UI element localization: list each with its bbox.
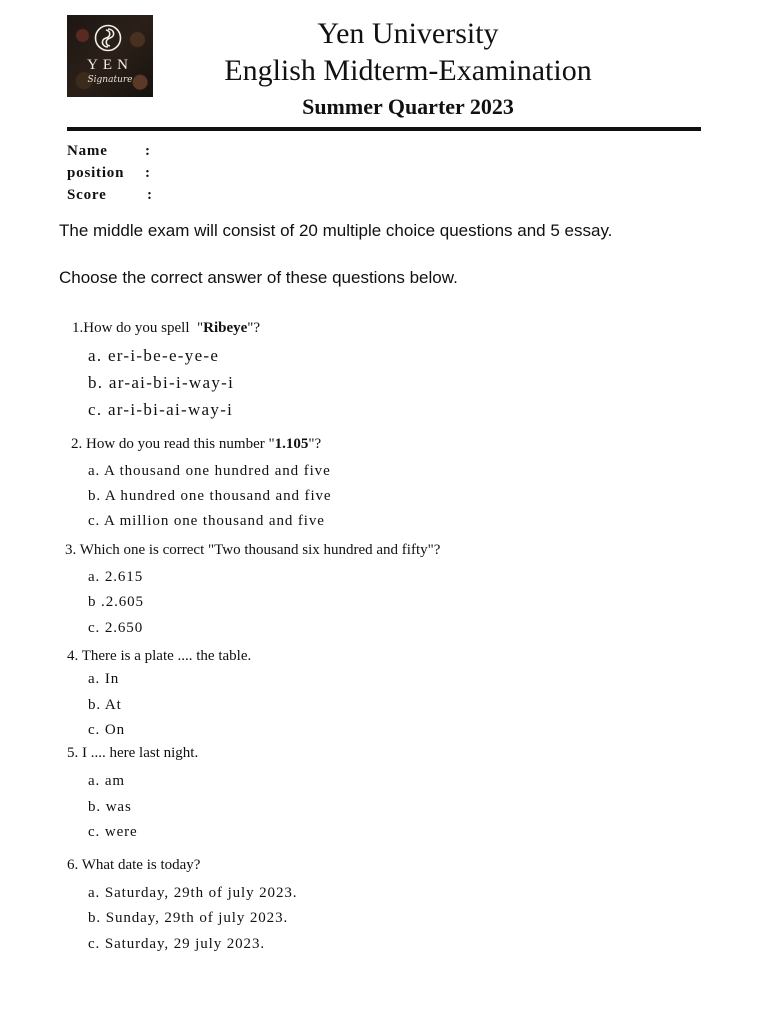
university-title: Yen University bbox=[317, 17, 499, 50]
question-keyword: 1.105 bbox=[274, 436, 309, 452]
position-field bbox=[67, 165, 151, 182]
field-colon: : bbox=[145, 165, 151, 181]
option-5a: a. am bbox=[88, 773, 125, 789]
exam-title: English Midterm-Examination bbox=[224, 54, 592, 87]
option-1c: c. ar-i-bi-ai-way-i bbox=[88, 400, 234, 419]
option-3b: b .2.605 bbox=[88, 594, 144, 610]
question-6 bbox=[67, 857, 200, 874]
question-number: 2. bbox=[71, 436, 83, 452]
question-text: How do you read this number " bbox=[82, 436, 275, 452]
question-text: I .... here last night. bbox=[78, 745, 199, 761]
question-text-end: "? bbox=[247, 320, 261, 336]
option-6a: a. Saturday, 29th of july 2023. bbox=[88, 885, 298, 901]
score-field bbox=[67, 187, 153, 204]
field-label: Score bbox=[67, 187, 107, 203]
question-text: How do you spell " bbox=[83, 320, 204, 336]
option-2a: a. A thousand one hundred and five bbox=[88, 463, 331, 479]
logo-brand-text: YEN bbox=[87, 57, 133, 73]
question-number: 5. bbox=[67, 745, 79, 761]
option-1a: a. er-i-be-e-ye-e bbox=[88, 346, 220, 365]
instruction-text: Choose the correct answer of these questions below. bbox=[59, 268, 458, 287]
question-1 bbox=[72, 320, 260, 337]
option-6c: c. Saturday, 29 july 2023. bbox=[88, 936, 265, 952]
option-3a: a. 2.615 bbox=[88, 569, 144, 585]
exam-description: The middle exam will consist of 20 multiple choice questions and 5 essay. bbox=[59, 221, 613, 240]
question-number: 6. bbox=[67, 857, 79, 873]
field-colon: : bbox=[145, 143, 151, 159]
question-keyword: Ribeye bbox=[203, 320, 248, 336]
question-3 bbox=[65, 542, 440, 559]
option-5b: b. was bbox=[88, 799, 132, 815]
question-4 bbox=[67, 648, 251, 665]
question-number: 3. bbox=[65, 542, 77, 558]
question-text: Which one is correct "Two thousand six hundred and fifty"? bbox=[76, 542, 441, 558]
option-6b: b. Sunday, 29th of july 2023. bbox=[88, 910, 289, 926]
option-2b: b. A hundred one thousand and five bbox=[88, 488, 332, 504]
option-3c: c. 2.650 bbox=[88, 620, 144, 636]
question-text: There is a plate .... the table. bbox=[78, 648, 252, 664]
name-field bbox=[67, 143, 151, 160]
header-divider bbox=[67, 127, 701, 131]
logo-tagline: Signature bbox=[87, 75, 133, 85]
option-4a: a. In bbox=[88, 671, 120, 687]
option-5c: c. were bbox=[88, 824, 138, 840]
question-number: 1. bbox=[72, 320, 84, 336]
field-label: Name bbox=[67, 143, 108, 159]
question-2 bbox=[71, 436, 321, 453]
term-subtitle: Summer Quarter 2023 bbox=[302, 94, 514, 119]
question-text: What date is today? bbox=[78, 857, 201, 873]
university-logo bbox=[67, 15, 153, 97]
field-label: position bbox=[67, 165, 125, 181]
option-1b: b. ar-ai-bi-i-way-i bbox=[88, 373, 235, 392]
swirl-emblem-icon bbox=[94, 24, 122, 52]
question-number: 4. bbox=[67, 648, 79, 664]
option-4b: b. At bbox=[88, 697, 122, 713]
question-text-end: "? bbox=[308, 436, 322, 452]
question-5 bbox=[67, 745, 198, 762]
option-4c: c. On bbox=[88, 722, 125, 738]
field-colon: : bbox=[147, 187, 153, 203]
option-2c: c. A million one thousand and five bbox=[88, 513, 325, 529]
